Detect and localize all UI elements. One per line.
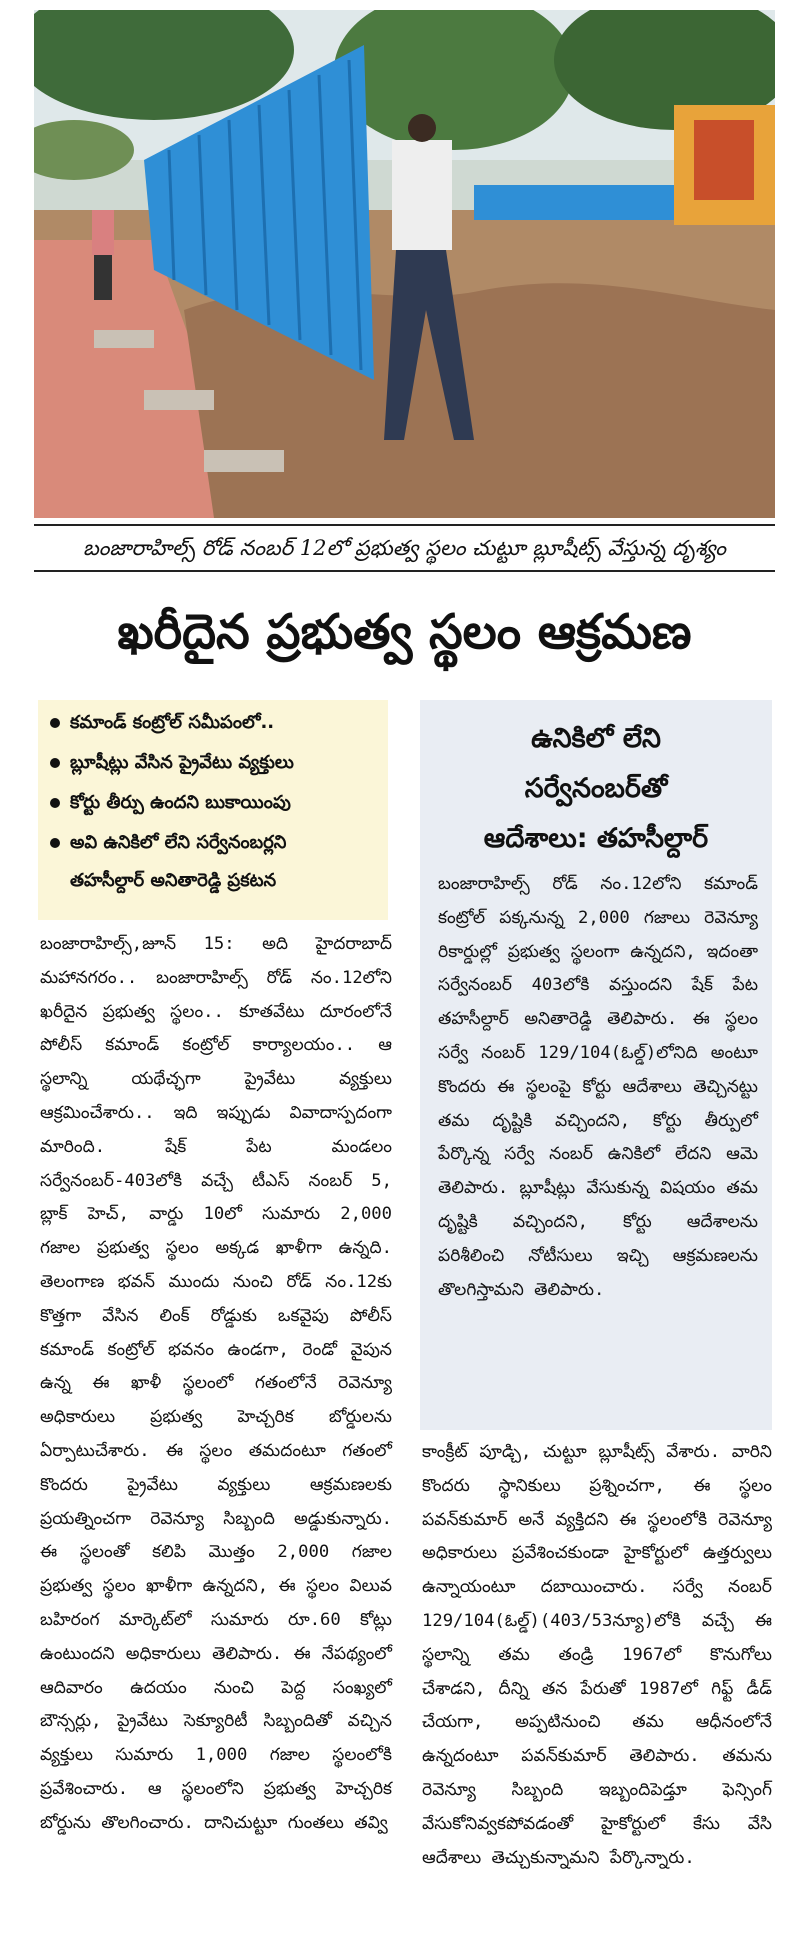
article-column-right: కాంక్రీట్ పూడ్చి, చుట్టూ బ్లూషీట్స్ వేశారు. వారిని కొందరు స్థానికులు ప్రశ్నించగా, ఈ స్థలం పవన్‌కుమార్ అనే వ్యక్తిదని ఈ స్థలంలోకి రెవెన్యూ అధికారులు ప్రవేశించకుండా హైకోర్టులో ఉత్తర్వులు ఉన్నాయంటూ దబాయించారు. సర్వే నంబర్ 129/104(ఓల్డ్)(403/53న్యూ)లోకి వచ్చే ఈ స్థలాన్ని తమ తండ్రి 1967లో కొనుగోలు చేశాడని, దీన్ని తన పేరుతో 1987లో గిఫ్ట్ డీడ్ చేయగా, అప్పటినుంచి తమ ఆధీనంలోనే ఉన్నదంటూ పవన్‌కుమార్ తెలిపారు. తమను రెవెన్యూ సిబ్బంది ఇబ్బందిపెడ్తూ ఫెన్సింగ్ వేసుకోనివ్వకపోవడంతో హైకోర్టులో కేసు వేసి ఆదేశాలు తెచ్చుకున్నామని పేర్కొన్నారు.: [422, 1442, 772, 1868]
sidebar-box: [420, 700, 772, 1430]
sidebar-heading-line: సర్వేనంబర్‌తో: [524, 773, 668, 804]
photo-caption: బంజారాహిల్స్ రోడ్ నంబర్ 12లో ప్రభుత్వ స్థలం చుట్టూ బ్లూషీట్స్ వేస్తున్న దృశ్యం: [83, 536, 726, 560]
headline: ఖరీదైన ప్రభుత్వ స్థలం ఆక్రమణ: [117, 604, 692, 660]
bullet-icon: [50, 758, 60, 768]
sidebar-heading: [420, 714, 772, 864]
sidebar-heading-line: ఆదేశాలు: తహసీల్దార్: [483, 823, 709, 854]
news-photo: [34, 10, 775, 518]
sidebar-heading-line: ఉనికిలో లేని: [531, 723, 661, 754]
highlight-text: అవి ఉనికిలో లేని సర్వేనంబర్లని తహసీల్దార్ అనితారెడ్డి ప్రకటన: [70, 832, 287, 891]
highlight-item: [50, 824, 382, 900]
highlight-text: బ్లూషీట్లు వేసిన ప్రైవేటు వ్యక్తులు: [70, 752, 294, 773]
highlight-item: [50, 784, 382, 822]
highlight-text: కమాండ్ కంట్రోల్ సమీపంలో..: [70, 712, 275, 733]
photo-illustration: [34, 10, 775, 518]
bullet-icon: [50, 798, 60, 808]
highlight-item: [50, 704, 382, 742]
highlight-text: కోర్టు తీర్పు ఉందని బుకాయింపు: [70, 792, 291, 813]
caption-bottom-rule: [34, 570, 775, 572]
highlight-item: [50, 744, 382, 782]
highlights-box: [38, 700, 388, 920]
bullet-icon: [50, 838, 60, 848]
sidebar-body: బంజారాహిల్స్ రోడ్ నం.12లోని కమాండ్ కంట్రోల్ పక్కనున్న 2,000 గజాలు రెవెన్యూ రికార్డుల్లో ప్రభుత్వ స్థలంగా ఉన్నదని, ఇదంతా సర్వేనంబర్ 403లోకి వస్తుందని షేక్ పేట తహసీల్దార్ అనితారెడ్డి తెలిపారు. ఈ స్థలం సర్వే నంబర్ 129/104(ఓల్డ్)లోనిది అంటూ కొందరు ఈ స్థలంపై కోర్టు ఆదేశాలు తెచ్చినట్టు తమ దృష్టికి వచ్చిందని, కోర్టు తీర్పులో పేర్కొన్న సర్వే నంబర్ ఉనికిలో లేదని ఆమె తెలిపారు. బ్లూషీట్లు వేసుకున్న విషయం తమ దృష్టికి వచ్చిందని, కోర్టు ఆదేశాలను పరిశీలించి నోటీసులు ఇచ్చి ఆక్రమణలను తొలగిస్తామని తెలిపారు.: [438, 874, 758, 1300]
caption-top-rule: [34, 524, 775, 526]
article-column-left: బంజారాహిల్స్,జూన్ 15: అది హైదరాబాద్ మహానగరం.. బంజారాహిల్స్ రోడ్ నం.12లోని ఖరీదైన ప్రభుత్వ స్థలం.. కూతవేటు దూరంలోనే పోలీస్ కమాండ్ కంట్రోల్ కార్యాలయం.. ఆ స్థలాన్ని యథేచ్ఛగా ప్రైవేటు వ్యక్తులు ఆక్రమించేశారు.. ఇది ఇప్పుడు వివాదాస్పదంగా మారింది. షేక్ పేట మండలం సర్వేనంబర్-403లోకి వచ్చే టీఎస్ నంబర్ 5, బ్లాక్ హెచ్, వార్డు 10లో సుమారు 2,000 గజాల ప్రభుత్వ స్థలం అక్కడ ఖాళీగా ఉన్నది. తెలంగాణ భవన్ ముందు నుంచి రోడ్ నం.12కు కొత్తగా వేసిన లింక్ రోడ్డుకు ఒకవైపు పోలీస్ కమాండ్ కంట్రోల్ భవనం ఉండగా, రెండో వైపున ఉన్న ఈ ఖాళీ స్థలంలో గతంలోనే రెవెన్యూ అధికారులు ప్రభుత్వ హెచ్చరిక బోర్డులను ఏర్పాటుచేశారు. ఈ స్థలం తమదంటూ గతంలో కొందరు ప్రైవేటు వ్యక్తులు ఆక్రమణలకు ప్రయత్నించగా రెవెన్యూ సిబ్బంది అడ్డుకున్నారు. ఈ స్థలంతో కలిపి మొత్తం 2,000 గజాల ప్రభుత్వ స్థలం ఖాళీగా ఉన్నదని, ఈ స్థలం విలువ బహిరంగ మార్కెట్‌లో సుమారు రూ.60 కోట్లు ఉంటుందని అధికారులు తెలిపారు. ఈ నేపథ్యంలో ఆదివారం ఉదయం నుంచి పెద్ద సంఖ్యలో బౌన్సర్లు, ప్రైవేటు సెక్యూరిటీ సిబ్బందితో వచ్చిన వ్యక్తులు సుమారు 1,000 గజాల స్థలంలోకి ప్రవేశించారు. ఆ స్థలంలోని ప్రభుత్వ హెచ్చరిక బోర్డును తొలగించారు. దానిచుట్టూ గుంతలు తవ్వి: [40, 934, 392, 1833]
bullet-icon: [50, 718, 60, 728]
